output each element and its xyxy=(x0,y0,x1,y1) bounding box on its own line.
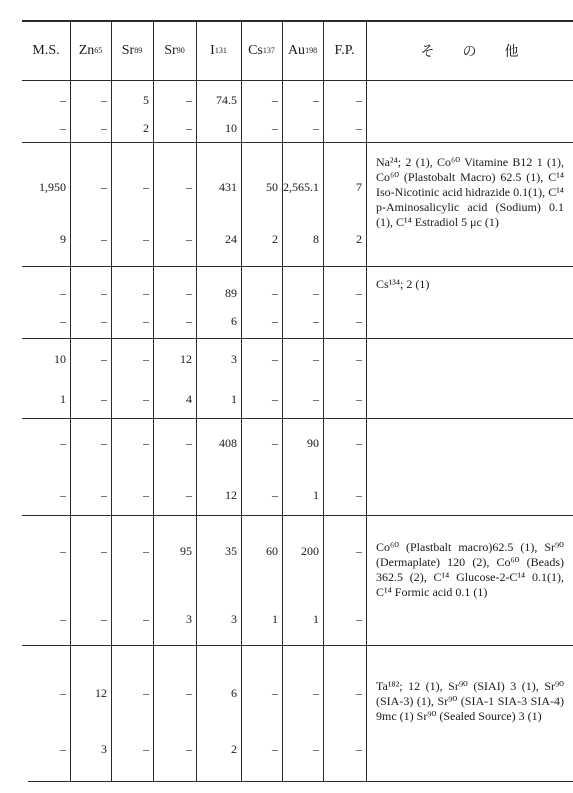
header-fp: F.P. xyxy=(334,43,355,58)
row-rule xyxy=(22,142,573,143)
row-rule xyxy=(22,338,573,339)
table-cell: 6 xyxy=(231,314,237,328)
table-cell: – xyxy=(313,121,319,135)
table-cell: 3 xyxy=(231,352,237,366)
table-cell: 4 xyxy=(186,392,192,406)
col-rule xyxy=(366,22,367,781)
table-cell: – xyxy=(356,436,362,450)
table-cell: – xyxy=(313,392,319,406)
table-cell: 35 xyxy=(225,544,237,558)
table-cell: – xyxy=(313,742,319,756)
table-cell: – xyxy=(143,436,149,450)
table-cell: 6 xyxy=(231,686,237,700)
table-cell: – xyxy=(356,314,362,328)
table-cell: – xyxy=(101,544,107,558)
table-cell: – xyxy=(272,286,278,300)
col-rule xyxy=(196,22,197,781)
table-cell: 10 xyxy=(54,352,66,366)
table-cell: – xyxy=(60,93,66,107)
table-cell: 7 xyxy=(356,180,362,194)
row-rule xyxy=(22,515,573,516)
table-cell: – xyxy=(101,232,107,246)
table-cell: 24 xyxy=(225,232,237,246)
bottom-rule xyxy=(28,781,573,782)
col-rule xyxy=(153,22,154,781)
table-cell: – xyxy=(313,93,319,107)
table-cell: 1 xyxy=(231,392,237,406)
table-cell: – xyxy=(101,352,107,366)
table-cell: – xyxy=(143,742,149,756)
table-cell: 1 xyxy=(60,392,66,406)
note-row-3: Cs¹³⁴; 2 (1) xyxy=(376,277,430,291)
row-rule xyxy=(22,418,573,419)
header-other: そ の 他 xyxy=(420,45,519,60)
table-cell: – xyxy=(186,488,192,502)
table-cell: – xyxy=(60,121,66,135)
table-cell: 1,950 xyxy=(39,180,66,194)
table-cell: 89 xyxy=(225,286,237,300)
table-cell: 2 xyxy=(231,742,237,756)
row-rule xyxy=(22,645,573,646)
note-row-6: Co⁶⁰ (Plastbalt macro)62.5 (1), Sr⁹⁰ (Dermaplate) 120 (2), Co⁶⁰ (Beads) 362.5 (2), C¹⁴ Glucose-2-C¹⁴ 0.1(1), C¹⁴ Formic acid 0.1 (1) xyxy=(376,540,564,599)
table-cell: – xyxy=(272,121,278,135)
table-cell: – xyxy=(143,286,149,300)
table-cell: 1 xyxy=(313,612,319,626)
table-cell: 12 xyxy=(180,352,192,366)
table-cell: 3 xyxy=(186,612,192,626)
row-rule xyxy=(22,266,573,267)
table-cell: 2 xyxy=(143,121,149,135)
table-cell: – xyxy=(186,436,192,450)
table-cell: – xyxy=(272,488,278,502)
table-cell: – xyxy=(60,314,66,328)
table-cell: 12 xyxy=(225,488,237,502)
table-cell: – xyxy=(60,612,66,626)
header-zn: Zn $^{65}$ xyxy=(78,43,103,58)
table-cell: – xyxy=(143,392,149,406)
table-cell: – xyxy=(101,286,107,300)
header-rule xyxy=(22,80,573,81)
table-cell: – xyxy=(186,686,192,700)
col-rule xyxy=(70,22,71,781)
table-cell: – xyxy=(186,286,192,300)
table-cell: – xyxy=(313,286,319,300)
table-cell: 12 xyxy=(95,686,107,700)
table-cell: – xyxy=(60,488,66,502)
table-cell: – xyxy=(101,392,107,406)
table-cell: – xyxy=(272,742,278,756)
table-cell: – xyxy=(101,121,107,135)
table-cell: – xyxy=(272,392,278,406)
table-cell: – xyxy=(356,612,362,626)
table-cell: – xyxy=(313,352,319,366)
table-cell: – xyxy=(186,93,192,107)
table-cell: – xyxy=(272,314,278,328)
table-cell: 431 xyxy=(219,180,237,194)
table-cell: – xyxy=(356,544,362,558)
table-cell: 200 xyxy=(301,544,319,558)
table-cell: 1 xyxy=(313,488,319,502)
table-cell: – xyxy=(356,93,362,107)
table-cell: – xyxy=(272,93,278,107)
col-rule xyxy=(282,22,283,781)
table-cell: – xyxy=(143,488,149,502)
header-sr89: Sr $^{89}$ xyxy=(121,43,143,58)
table-cell: 60 xyxy=(266,544,278,558)
table-cell: 3 xyxy=(231,612,237,626)
table-cell: 9 xyxy=(60,232,66,246)
note-row-2: Na²⁴; 2 (1), Co⁶⁰ Vitamine B12 1 (1), Co⁶⁰ (Plastobalt Macro) 62.5 (1), C¹⁴ Iso-Nicotinic acid hidrazide 0.1(1), C¹⁴ p-Aminosalicylic acid (Sodium) 0.1 (1), C¹⁴ Estradiol 5 μc (1) xyxy=(376,155,564,229)
table-cell: 8 xyxy=(313,232,319,246)
table-cell: – xyxy=(186,180,192,194)
table-cell: – xyxy=(143,612,149,626)
table-cell: – xyxy=(143,180,149,194)
table-cell: 1 xyxy=(272,612,278,626)
table-cell: – xyxy=(101,180,107,194)
table-cell: – xyxy=(356,742,362,756)
note-row-7: Ta¹⁸²; 12 (1), Sr⁹⁰ (SIAI) 3 (1), Sr⁹⁰ (SIA-3) (1), Sr⁹⁰ (SIA-1 SIA-3 SIA-4) 9mc (1) Sr⁹⁰ (Sealed Source) 3 (1) xyxy=(376,679,564,723)
table-cell: 2 xyxy=(356,232,362,246)
table-cell: 74.5 xyxy=(216,93,237,107)
header-cs137: Cs $^{137}$ xyxy=(248,43,275,58)
table-cell: – xyxy=(101,314,107,328)
col-rule xyxy=(111,22,112,781)
table-cell: – xyxy=(60,686,66,700)
col-rule xyxy=(241,22,242,781)
table-cell: 2,565.1 xyxy=(283,180,319,194)
header-au198: Au $^{198}$ xyxy=(287,43,318,58)
table-cell: – xyxy=(101,93,107,107)
table-cell: – xyxy=(186,742,192,756)
header-i131: I $^{131}$ xyxy=(210,43,227,58)
table-cell: – xyxy=(186,121,192,135)
header-sr90: Sr $^{90}$ xyxy=(164,43,185,58)
table-cell: – xyxy=(60,436,66,450)
table-cell: 5 xyxy=(143,93,149,107)
table-cell: – xyxy=(272,436,278,450)
table-cell: – xyxy=(101,488,107,502)
table-cell: 2 xyxy=(272,232,278,246)
table-cell: – xyxy=(101,436,107,450)
table-cell: – xyxy=(143,232,149,246)
table-cell: – xyxy=(272,352,278,366)
table-cell: – xyxy=(313,314,319,328)
table-cell: – xyxy=(356,352,362,366)
table-cell: – xyxy=(60,544,66,558)
table-cell: – xyxy=(101,612,107,626)
table-cell: 90 xyxy=(307,436,319,450)
table-cell: – xyxy=(143,352,149,366)
table-cell: – xyxy=(356,392,362,406)
table-cell: – xyxy=(186,232,192,246)
table-cell: – xyxy=(143,686,149,700)
col-rule xyxy=(323,22,324,781)
table-cell: – xyxy=(60,742,66,756)
table-cell: 50 xyxy=(266,180,278,194)
table-cell: – xyxy=(356,686,362,700)
table-cell: 95 xyxy=(180,544,192,558)
table-cell: 408 xyxy=(219,436,237,450)
header-ms: M.S. xyxy=(32,43,60,58)
table-cell: – xyxy=(356,121,362,135)
table-cell: – xyxy=(356,286,362,300)
table-cell: – xyxy=(356,488,362,502)
table-cell: – xyxy=(60,286,66,300)
table-cell: – xyxy=(143,314,149,328)
table-cell: – xyxy=(272,686,278,700)
table-cell: 10 xyxy=(225,121,237,135)
table-cell: – xyxy=(186,314,192,328)
table-cell: – xyxy=(143,544,149,558)
table-cell: 3 xyxy=(101,742,107,756)
table-cell: – xyxy=(313,686,319,700)
